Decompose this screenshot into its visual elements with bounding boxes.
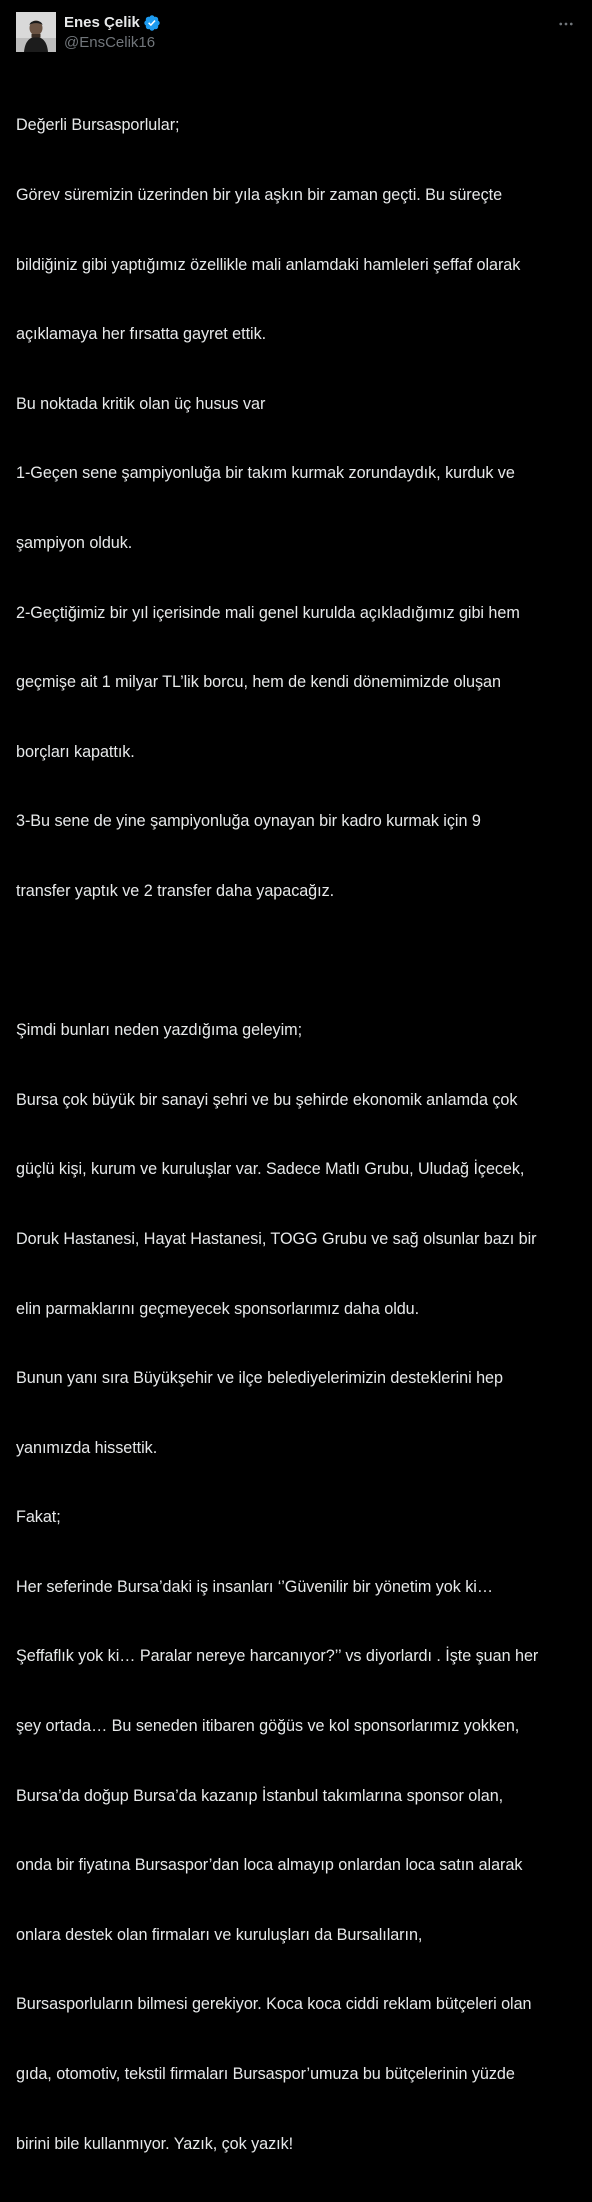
tweet-line: Değerli Bursasporlular; — [16, 116, 180, 135]
author-handle[interactable]: @EnsCelik16 — [64, 34, 156, 51]
author-names — [64, 13, 161, 53]
tweet-line: transfer yaptık ve 2 transfer daha yapacağız. — [16, 881, 335, 900]
tweet-line: Bunun yanı sıra Büyükşehir ve ilçe belediyelerimizin desteklerini hep — [16, 1369, 503, 1388]
tweet-line: Bursa’da doğup Bursa’da kazanıp İstanbul takımlarına sponsor olan, — [16, 1786, 504, 1805]
tweet-line: 1-Geçen sene şampiyonluğa bir takım kurmak zorundaydık, kurduk ve — [16, 464, 515, 483]
tweet-line: Şimdi bunları neden yazdığıma geleyim; — [16, 1021, 303, 1040]
avatar[interactable] — [16, 12, 56, 52]
tweet-line: Şeffaflık yok ki… Paralar nereye harcanıyor?’’ vs diyorlardı . İşte şuan her — [16, 1647, 539, 1666]
tweet-line: bildiğiniz gibi yaptığımız özellikle mali anlamdaki hamleleri şeffaf olarak — [16, 255, 521, 274]
tweet-line: Görev süremizin üzerinden bir yıla aşkın bir zaman geçti. Bu süreçte — [16, 186, 503, 204]
tweet-line: geçmişe ait 1 milyar TL’lik borcu, hem de kendi dönemimizde oluşan — [16, 673, 501, 692]
tweet-line: Bursa çok büyük bir sanayi şehri ve bu şehirde ekonomik anlamda çok — [16, 1090, 518, 1109]
author-display-name[interactable]: Enes Çelik — [64, 14, 140, 31]
tweet-line: elin parmaklarını geçmeyecek sponsorlarımız daha oldu. — [16, 1299, 420, 1318]
tweet-line: borçları kapattık. — [16, 742, 135, 761]
more-horizontal-icon[interactable] — [556, 14, 576, 34]
tweet-line: Fakat; — [16, 1508, 61, 1527]
tweet-line: şey ortada… Bu seneden itibaren göğüs ve kol sponsorlarımız yokken, — [16, 1717, 520, 1736]
tweet-line: Doruk Hastanesi, Hayat Hastanesi, TOGG Grubu ve sağ olsunlar bazı bir — [16, 1229, 537, 1248]
tweet-header — [16, 12, 576, 56]
tweet-line: yanımızda hissettik. — [16, 1438, 158, 1457]
avatar-image — [16, 12, 56, 52]
tweet-line: açıklamaya her fırsatta gayret ettik. — [16, 325, 267, 344]
tweet-line: Bursasporluların bilmesi gerekiyor. Koca koca ciddi reklam bütçeleri olan — [16, 1995, 532, 2014]
tweet-line: güçlü kişi, kurum ve kuruluşlar var. Sadece Matlı Grubu, Uludağ İçecek, — [16, 1160, 525, 1179]
tweet-text — [16, 68, 584, 2202]
tweet-line: 2-Geçtiğimiz bir yıl içerisinde mali genel kurulda açıkladığımız gibi hem — [16, 603, 520, 622]
tweet-line: birini bile kullanmıyor. Yazık, çok yazık! — [16, 2134, 294, 2153]
tweet-line: şampiyon olduk. — [16, 533, 133, 552]
tweet-line: gıda, otomotiv, tekstil firmaları Bursaspor’umuza bu bütçelerinin yüzde — [16, 2065, 515, 2084]
tweet-line: 3-Bu sene de yine şampiyonluğa oynayan bir kadro kurmak için 9 — [16, 812, 481, 831]
display-name-row — [64, 13, 161, 33]
tweet-line: Her seferinde Bursa’daki iş insanları ‘’Güvenilir bir yönetim yok ki… — [16, 1577, 493, 1596]
tweet-line: onda bir fiyatına Bursaspor’dan loca almayıp onlardan loca satın alarak — [16, 1856, 523, 1875]
tweet-line: onlara destek olan firmaları ve kuruluşları da Bursalıların, — [16, 1925, 423, 1944]
tweet-line: Bu noktada kritik olan üç husus var — [16, 394, 266, 413]
verified-badge-icon — [143, 14, 161, 32]
tweet-blank-line — [16, 950, 584, 973]
